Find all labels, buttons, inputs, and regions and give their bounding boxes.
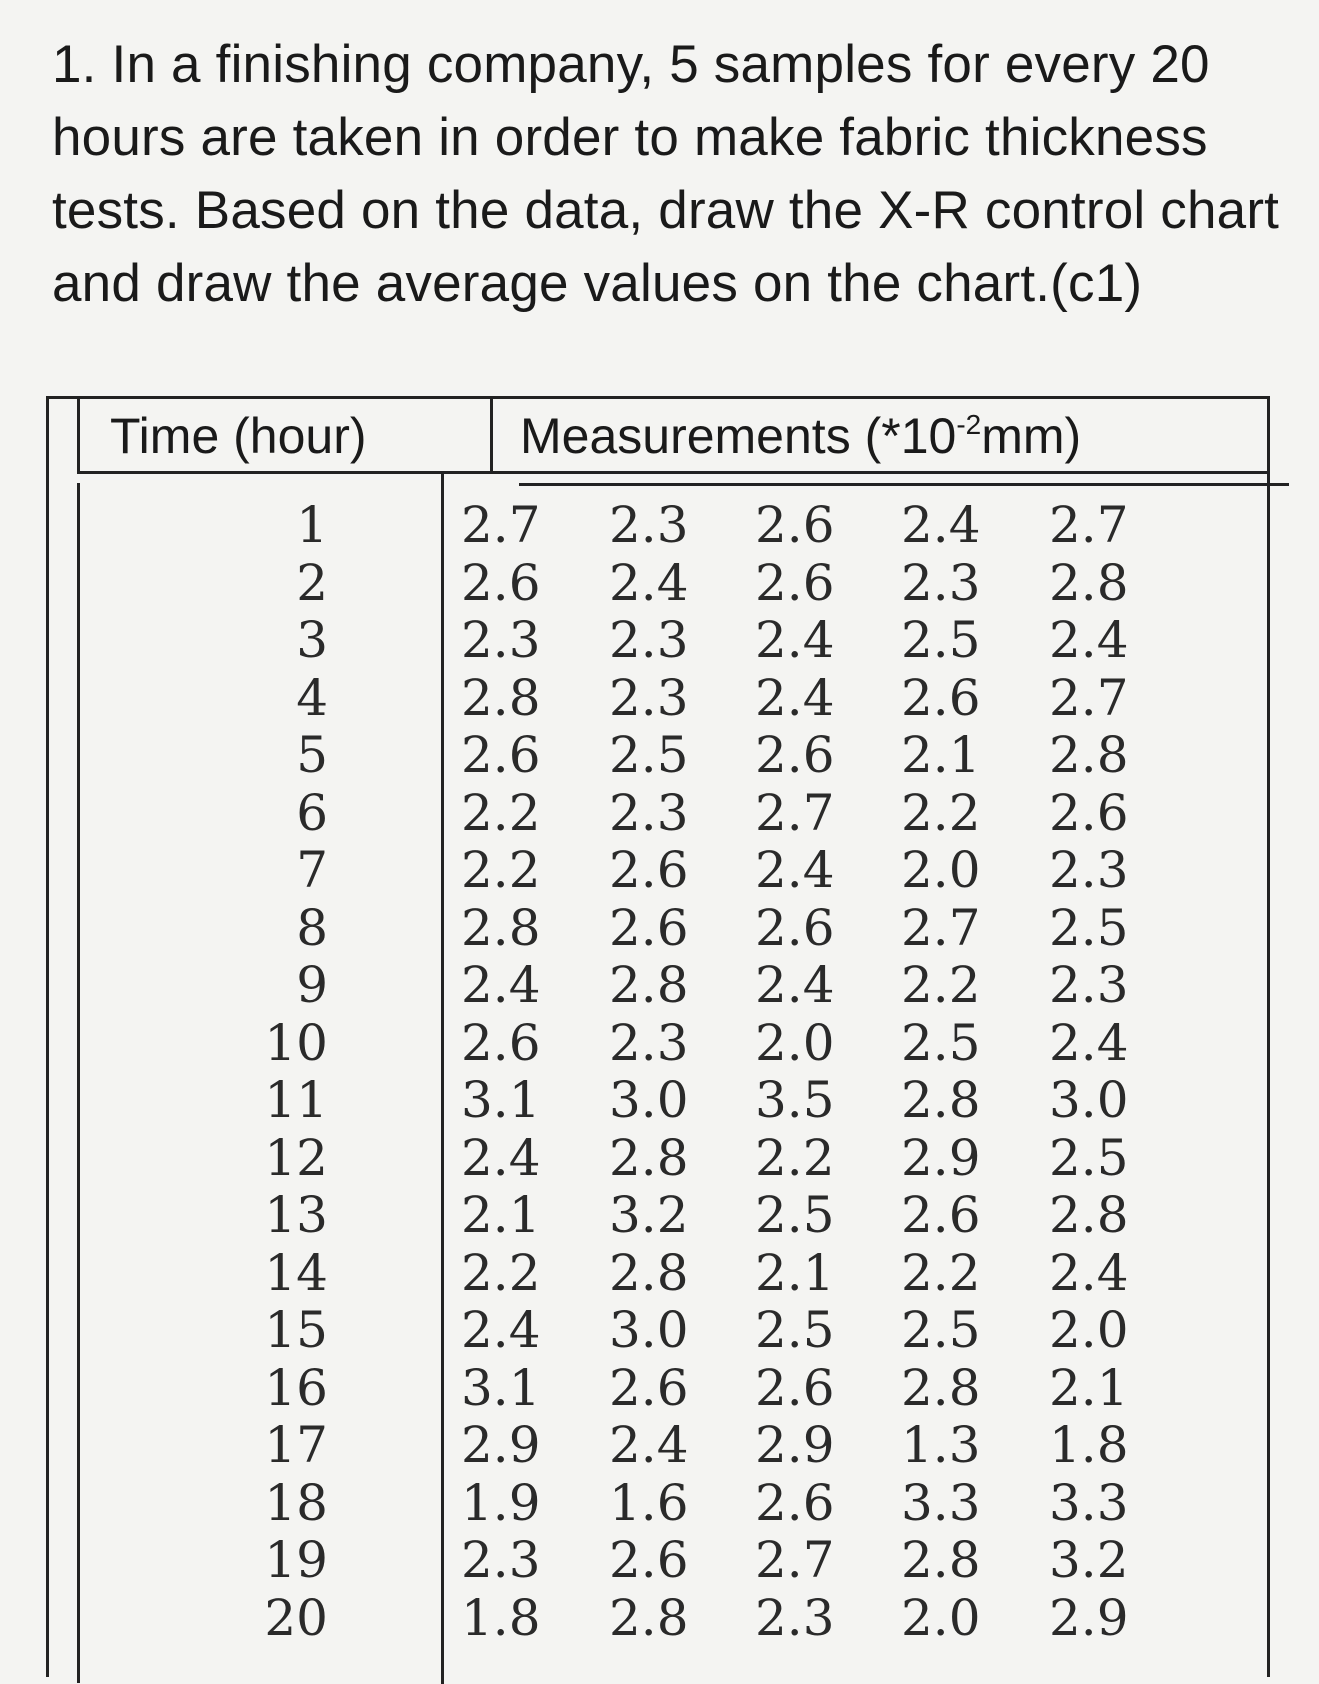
- time-cell: 15: [264, 1301, 328, 1359]
- time-cell: 18: [264, 1473, 328, 1532]
- header-measurements-prefix: Measurements (*10: [520, 408, 957, 464]
- question-text: 1. In a finishing company, 5 samples for every 20 hours are taken in order to make fabric thickness tests. Based on the data, draw the X-R control chart and draw the average values on the chart.(c1): [52, 35, 1280, 313]
- measurement-cell: 2.3: [461, 611, 541, 669]
- measurement-cell: 2.5: [755, 1186, 835, 1244]
- measurement-cell: 2.6: [461, 726, 541, 784]
- measurement-cell: 3.1: [461, 1071, 541, 1129]
- table-row: [49, 1590, 1273, 1648]
- table-row: [49, 555, 1273, 613]
- table-row: [49, 1475, 1273, 1533]
- measurement-cell: 2.4: [609, 553, 689, 612]
- time-cell: 12: [264, 1128, 328, 1187]
- measurement-cell: 2.3: [609, 611, 689, 669]
- measurement-cell: 2.8: [1049, 553, 1129, 612]
- measurement-cell: 3.0: [609, 1301, 689, 1359]
- measurement-cell: 2.6: [609, 1358, 689, 1417]
- measurement-cell: 2.9: [755, 1416, 835, 1474]
- measurement-cell: 2.7: [1049, 496, 1129, 554]
- measurement-cell: 2.5: [1049, 1128, 1129, 1187]
- time-cell: 8: [296, 898, 328, 957]
- measurement-cell: 2.5: [755, 1301, 835, 1359]
- measurement-cell: 2.6: [461, 1013, 541, 1072]
- measurement-cell: 2.6: [755, 1473, 835, 1532]
- measurement-cell: 2.7: [755, 783, 835, 842]
- measurement-cell: 2.8: [609, 1128, 689, 1187]
- measurement-cell: 2.3: [1049, 956, 1129, 1014]
- measurement-cell: 2.1: [901, 726, 981, 784]
- measurement-cell: 2.4: [755, 611, 835, 669]
- table-rows: [49, 497, 1273, 1647]
- measurement-cell: 1.8: [461, 1588, 541, 1647]
- measurement-cell: 2.9: [461, 1416, 541, 1474]
- measurement-cell: 2.8: [461, 898, 541, 957]
- header-measurements-suffix: mm): [981, 408, 1082, 464]
- measurement-cell: 2.4: [1049, 1243, 1129, 1302]
- measurement-cell: 2.6: [609, 1531, 689, 1589]
- time-cell: 19: [264, 1531, 328, 1589]
- measurement-cell: 1.3: [901, 1416, 981, 1474]
- measurement-cell: 2.7: [461, 496, 541, 554]
- table-row: [49, 1130, 1273, 1188]
- measurement-cell: 2.4: [755, 668, 835, 727]
- measurement-cell: 1.8: [1049, 1416, 1129, 1474]
- measurement-cell: 2.8: [461, 668, 541, 727]
- measurement-cell: 3.3: [901, 1473, 981, 1532]
- table-row: [49, 1360, 1273, 1418]
- measurement-cell: 2.4: [461, 1128, 541, 1187]
- measurement-cell: 2.4: [1049, 611, 1129, 669]
- measurement-cell: 3.2: [1049, 1531, 1129, 1589]
- time-cell: 3: [296, 611, 328, 669]
- measurement-cell: 3.0: [1049, 1071, 1129, 1129]
- table-row: [49, 900, 1273, 958]
- measurement-cell: 2.3: [609, 1013, 689, 1072]
- table-row: [49, 670, 1273, 728]
- measurement-cell: 2.6: [755, 496, 835, 554]
- time-cell: 4: [296, 668, 328, 727]
- measurement-cell: 2.8: [1049, 1186, 1129, 1244]
- measurement-cell: 2.3: [609, 496, 689, 554]
- time-cell: 20: [264, 1588, 328, 1647]
- measurement-cell: 2.6: [901, 1186, 981, 1244]
- measurement-cell: 2.1: [755, 1243, 835, 1302]
- measurement-cell: 2.1: [1049, 1358, 1129, 1417]
- measurement-cell: 2.5: [901, 1013, 981, 1072]
- table-row: [49, 497, 1273, 555]
- table-row: [49, 1302, 1273, 1360]
- measurement-cell: 2.4: [755, 956, 835, 1014]
- measurement-cell: 2.0: [755, 1013, 835, 1072]
- time-cell: 13: [264, 1186, 328, 1244]
- measurement-cell: 2.2: [461, 1243, 541, 1302]
- measurement-cell: 2.3: [609, 668, 689, 727]
- table-row: [49, 1245, 1273, 1303]
- measurement-cell: 2.2: [755, 1128, 835, 1187]
- measurement-cell: 2.6: [755, 1358, 835, 1417]
- measurement-cell: 2.6: [1049, 783, 1129, 842]
- measurement-cell: 2.7: [901, 898, 981, 957]
- measurement-cell: 2.5: [901, 611, 981, 669]
- measurement-cell: 2.7: [1049, 668, 1129, 727]
- header-divider: [490, 399, 493, 474]
- header-measurements-exponent: -2: [956, 409, 982, 440]
- header-time: Time (hour): [110, 408, 367, 464]
- header-measurements: [520, 407, 1081, 465]
- table-row: [49, 612, 1273, 670]
- measurement-cell: 2.4: [901, 496, 981, 554]
- measurement-cell: 2.0: [1049, 1301, 1129, 1359]
- measurement-cell: 2.2: [461, 783, 541, 842]
- measurement-cell: 2.6: [461, 553, 541, 612]
- time-cell: 1: [296, 496, 328, 554]
- table-row: [49, 957, 1273, 1015]
- measurement-cell: 2.8: [609, 956, 689, 1014]
- measurement-cell: 2.9: [1049, 1588, 1129, 1647]
- table-header: [77, 399, 1270, 474]
- measurement-cell: 2.2: [901, 783, 981, 842]
- measurement-cell: 2.2: [901, 956, 981, 1014]
- time-cell: 9: [296, 956, 328, 1014]
- measurements-table: [46, 396, 1270, 1677]
- table-row: [49, 1015, 1273, 1073]
- time-cell: 16: [264, 1358, 328, 1417]
- measurement-cell: 2.8: [609, 1243, 689, 1302]
- time-cell: 7: [296, 841, 328, 899]
- measurement-cell: 1.6: [609, 1473, 689, 1532]
- measurement-cell: 3.2: [609, 1186, 689, 1244]
- measurement-cell: 2.1: [461, 1186, 541, 1244]
- measurement-cell: 3.5: [755, 1071, 835, 1129]
- measurement-cell: 2.6: [755, 898, 835, 957]
- measurement-cell: 2.3: [755, 1588, 835, 1647]
- measurement-cell: 2.8: [1049, 726, 1129, 784]
- measurement-cell: 3.0: [609, 1071, 689, 1129]
- time-cell: 6: [296, 783, 328, 842]
- measurement-cell: 2.0: [901, 1588, 981, 1647]
- measurement-cell: 2.3: [901, 553, 981, 612]
- measurement-cell: 2.5: [609, 726, 689, 784]
- measurement-cell: 2.4: [461, 956, 541, 1014]
- measurement-cell: 2.5: [1049, 898, 1129, 957]
- table-row: [49, 1187, 1273, 1245]
- measurement-cell: 1.9: [461, 1473, 541, 1532]
- time-cell: 14: [264, 1243, 328, 1302]
- measurement-cell: 2.2: [461, 841, 541, 899]
- measurement-cell: 2.4: [609, 1416, 689, 1474]
- time-cell: 5: [296, 726, 328, 784]
- measurement-cell: 2.6: [609, 841, 689, 899]
- measurement-cell: 2.7: [755, 1531, 835, 1589]
- table-row: [49, 1532, 1273, 1590]
- measurement-cell: 2.4: [1049, 1013, 1129, 1072]
- measurement-cell: 2.5: [901, 1301, 981, 1359]
- measurement-cell: 3.3: [1049, 1473, 1129, 1532]
- measurement-cell: 2.6: [755, 553, 835, 612]
- time-cell: 11: [264, 1071, 328, 1129]
- table-row: [49, 785, 1273, 843]
- measurement-cell: 2.9: [901, 1128, 981, 1187]
- measurement-cell: 2.8: [901, 1358, 981, 1417]
- measurement-cell: 2.3: [1049, 841, 1129, 899]
- time-cell: 2: [296, 553, 328, 612]
- measurement-cell: 2.8: [901, 1531, 981, 1589]
- measurement-cell: 2.4: [461, 1301, 541, 1359]
- measurement-cell: 2.6: [901, 668, 981, 727]
- time-cell: 10: [264, 1013, 328, 1072]
- measurement-cell: 2.0: [901, 841, 981, 899]
- measurement-cell: 2.6: [609, 898, 689, 957]
- measurement-cell: 2.3: [461, 1531, 541, 1589]
- table-row: [49, 1072, 1273, 1130]
- measurement-cell: 2.2: [901, 1243, 981, 1302]
- table-row: [49, 1417, 1273, 1475]
- measurement-cell: 3.1: [461, 1358, 541, 1417]
- time-cell: 17: [264, 1416, 328, 1474]
- measurement-cell: 2.6: [755, 726, 835, 784]
- measurement-cell: 2.8: [901, 1071, 981, 1129]
- measurement-cell: 2.8: [609, 1588, 689, 1647]
- table-row: [49, 727, 1273, 785]
- table-row: [49, 842, 1273, 900]
- measurement-cell: 2.4: [755, 841, 835, 899]
- measurement-cell: 2.3: [609, 783, 689, 842]
